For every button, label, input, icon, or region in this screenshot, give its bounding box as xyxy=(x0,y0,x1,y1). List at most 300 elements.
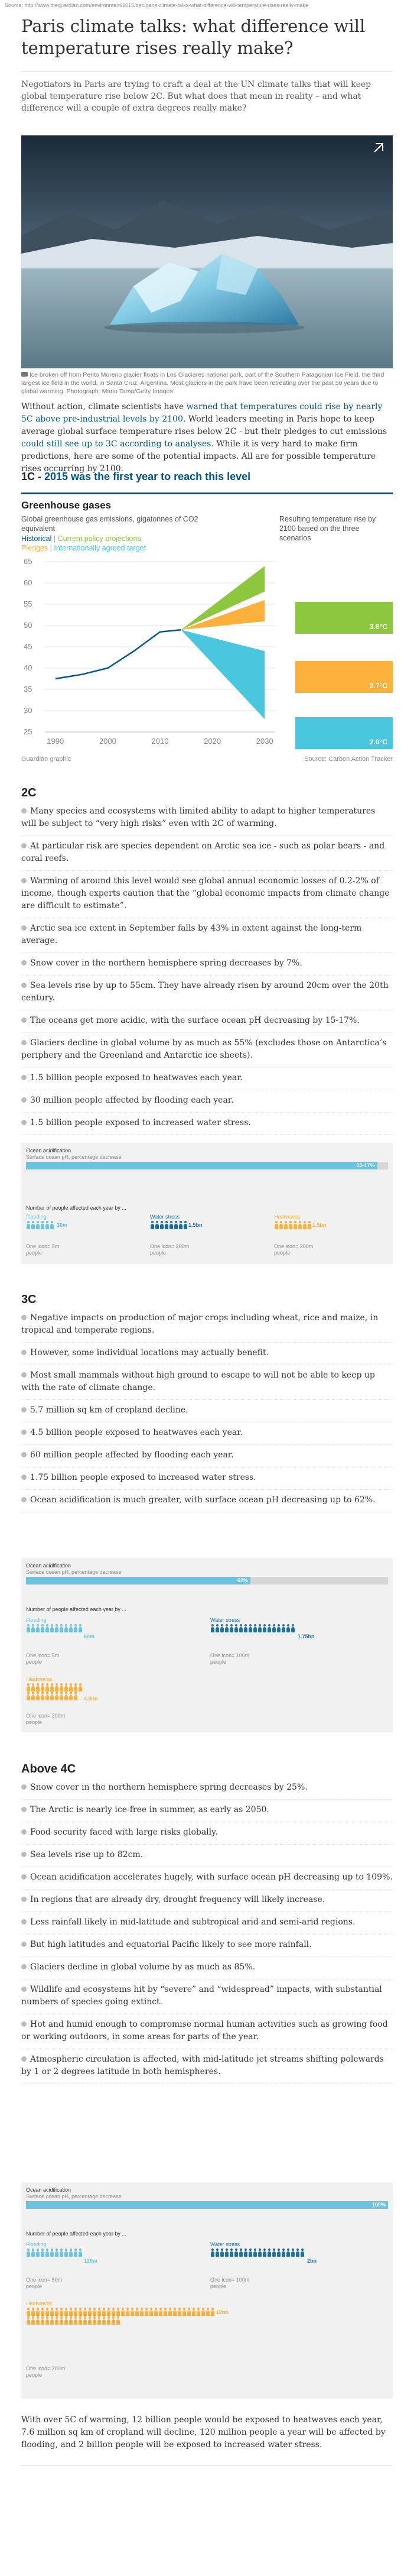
person-icon xyxy=(116,2308,120,2316)
person-icon xyxy=(26,1692,30,1700)
bullet-dot-icon xyxy=(21,1829,27,1835)
person-icon xyxy=(283,1221,288,1229)
bullet-text: The Arctic is nearly ice-free in summer, as early as 2050. xyxy=(30,1805,269,1814)
person-icon xyxy=(26,1221,30,1229)
intro-text-2: . World leaders meeting in Paris hope to keep average global surface temperature rises below 2C - but their pledges to cut emissions xyxy=(21,414,387,436)
person-icon xyxy=(210,2308,214,2316)
person-icon xyxy=(191,2308,195,2316)
impact-key: One icon= 100m people xyxy=(210,1652,250,1665)
hero-caption-text: Ice broken off from Perito Moreno glacier floats in Los Glaciares national park, part of the Southern Patagonian Ice Field, the third largest ice field in the world, in Santa Cruz, Argentina. Most glaciers in the park have been retreating over the past 50 years due to global warming. Photograph: Mario Tama/Getty Images xyxy=(21,371,384,395)
person-icon xyxy=(139,2308,144,2316)
bullet-text: Most small mammals without high ground to escape to will not be able to keep up with the rate of climate change. xyxy=(21,1370,375,1392)
person-icon xyxy=(40,1692,44,1700)
bullet-dot-icon xyxy=(21,843,27,848)
person-icon xyxy=(45,1624,49,1632)
acidification-sublabel: Surface ocean pH, percentage decrease xyxy=(26,1569,122,1575)
person-icon xyxy=(50,1221,54,1229)
bullet-text: Food security faced with large risks globally. xyxy=(30,1827,218,1837)
person-icon xyxy=(78,2308,82,2316)
hero-image xyxy=(21,135,393,368)
person-icon xyxy=(35,2316,40,2325)
acidification-bar-fill xyxy=(26,2201,388,2209)
bullet-dot-icon xyxy=(21,878,27,883)
person-icon xyxy=(54,1683,58,1692)
person-icon xyxy=(267,2248,271,2257)
person-icon xyxy=(59,2316,63,2325)
y-tick-label: 40 xyxy=(24,663,32,672)
bullet-item xyxy=(21,1369,393,1400)
impact-value: 12bn xyxy=(216,2309,229,2315)
impact-group-name: Water stress xyxy=(210,1617,240,1623)
person-icon xyxy=(224,2248,229,2257)
person-icon xyxy=(298,1221,302,1229)
bullet-text: Wildlife and ecosystems hit by “severe” and “widespread” impacts, with substantial numbers of species going extinct. xyxy=(21,1985,382,2007)
person-icon xyxy=(281,2248,285,2257)
person-icon xyxy=(286,2248,290,2257)
person-icon xyxy=(274,1221,278,1229)
bullet-item xyxy=(21,1494,393,1512)
person-icon xyxy=(224,1624,229,1632)
impact-group-name: Flooding xyxy=(26,1214,47,1220)
y-tick-label: 25 xyxy=(24,727,32,736)
person-icon xyxy=(164,1221,168,1229)
bullet-dot-icon xyxy=(21,1315,27,1320)
bullet-item xyxy=(21,1072,393,1090)
person-icon xyxy=(50,1683,54,1692)
person-icon xyxy=(69,2308,73,2316)
person-icon xyxy=(163,2308,167,2316)
bullet-text: Ocean acidification accelerates hugely, with surface ocean pH decreasing up to 109%. xyxy=(30,1872,393,1882)
bullet-item xyxy=(21,1781,393,1800)
impact-value: 30m xyxy=(57,1222,68,1228)
person-icon xyxy=(178,1221,182,1229)
bullet-text: Glaciers decline in global volume by as much as 85%. xyxy=(30,1962,256,1972)
bullet-text: At particular risk are species dependent on Arctic sea ice - such as polar bears - and coral reefs. xyxy=(21,841,385,863)
impact-people-icons xyxy=(26,2248,83,2257)
impact-group-name: Flooding xyxy=(26,1617,47,1623)
person-icon xyxy=(40,2316,44,2325)
bullet-text: 5.7 million sq km of cropland decline. xyxy=(30,1405,188,1415)
person-icon xyxy=(279,1221,283,1229)
person-icon xyxy=(64,1692,68,1700)
bullet-dot-icon xyxy=(21,2056,27,2062)
acidification-bar-track xyxy=(26,1162,388,1169)
person-icon xyxy=(78,1683,82,1692)
bullet-item xyxy=(21,805,393,836)
person-icon xyxy=(120,2308,125,2316)
bullet-item xyxy=(21,840,393,871)
person-icon xyxy=(196,2308,200,2316)
person-icon xyxy=(54,1624,58,1632)
person-icon xyxy=(267,1624,271,1632)
person-icon xyxy=(206,2308,210,2316)
bullet-text: Many species and ecosystems with limited ability to adapt to higher temperatures will be subject to “very high risks” even with 2C of warming. xyxy=(21,806,376,828)
acidification-bar-track xyxy=(26,2201,388,2209)
y-tick-label: 60 xyxy=(24,578,32,587)
intro-text-3: . While it is very hard to make firm predictions, here are some of the potential impacts. All are for possible temperature rises occurring by 2100. xyxy=(21,439,376,474)
bullet-dot-icon xyxy=(21,983,27,988)
person-icon xyxy=(26,2308,30,2316)
legend-separator: | xyxy=(53,534,56,543)
person-icon xyxy=(26,2316,30,2325)
bullet-item xyxy=(21,1849,393,1867)
bullet-text: Less rainfall likely in mid-latitude and subtropical arid and semi-arid regions. xyxy=(30,1917,356,1927)
person-icon xyxy=(262,2248,266,2257)
chart-top-rule xyxy=(21,492,393,494)
impact-key: One icon= 50m people xyxy=(26,2277,63,2289)
glacier-photo xyxy=(21,135,393,368)
person-icon xyxy=(31,1683,35,1692)
bullet-dot-icon xyxy=(21,1120,27,1125)
bullet-item xyxy=(21,1347,393,1365)
person-icon xyxy=(276,1624,281,1632)
person-icon xyxy=(201,2308,205,2316)
impact-people-icons xyxy=(210,1624,295,1632)
person-icon xyxy=(64,2316,68,2325)
bullet-dot-icon xyxy=(21,1919,27,1924)
bullet-text: 60 million people affected by flooding each year. xyxy=(30,1450,234,1460)
bullet-dot-icon xyxy=(21,1018,27,1023)
person-icon xyxy=(158,2308,162,2316)
bullet-item xyxy=(21,1404,393,1423)
person-icon xyxy=(45,1221,49,1229)
person-icon xyxy=(54,2316,58,2325)
person-icon xyxy=(144,2308,148,2316)
target-projection-band xyxy=(181,630,265,719)
bullet-dot-icon xyxy=(21,1350,27,1355)
bullet-item xyxy=(21,875,393,918)
bullet-text: Atmospheric circulation is affected, with mid-latitude jet streams shifting polewards by 1 or 2 degrees latitude in both hemispheres. xyxy=(21,2055,384,2076)
heading-1c-prefix: 1C - xyxy=(21,471,45,482)
bullet-text: However, some individual locations may actually benefit. xyxy=(30,1348,269,1357)
impact-people-icons xyxy=(210,2248,305,2257)
impact-key: One icon= 200m people xyxy=(26,2366,66,2378)
impact-group-name: Water stress xyxy=(210,2241,240,2247)
person-icon xyxy=(83,2308,87,2316)
impact-group-name: Flooding xyxy=(26,2241,47,2247)
person-icon xyxy=(69,1683,73,1692)
person-icon xyxy=(83,2316,87,2325)
person-icon xyxy=(31,2316,35,2325)
bullet-item xyxy=(21,922,393,953)
person-icon xyxy=(272,1624,276,1632)
person-icon xyxy=(87,2308,92,2316)
person-icon xyxy=(302,1221,307,1229)
impact-key: One icon= 200m people xyxy=(26,1713,66,1725)
impact-group-name: Heatwaves xyxy=(274,1214,301,1220)
impact-key: One icon= 200m people xyxy=(274,1243,314,1256)
bullet-text: Glaciers decline in global volume by as much as 55% (excludes those on Antarctica’s periphery and the Greenland and Antarctic ice sheets). xyxy=(21,1038,387,1060)
scenario-temp-label: 2.0°C xyxy=(369,738,387,746)
person-icon xyxy=(125,2308,129,2316)
person-icon xyxy=(40,1221,44,1229)
closing-paragraph: With over 5C of warming, 12 billion people would be exposed to heatwaves each year, 7.6 million sq km of cropland will decline, 120 million people a year will be affected by flooding, and 2 billion people will be exposed to increased water stress. xyxy=(21,2415,386,2449)
standfirst: Negotiators in Paris are trying to craft a deal at the UN climate talks that will keep global temperature rise below 2C. But what does that mean in reality – and what difference will a couple of extra degrees really make? xyxy=(21,80,371,113)
section-3c-graphic xyxy=(21,1558,393,1732)
title-divider xyxy=(21,71,393,72)
person-icon xyxy=(35,1683,40,1692)
x-tick-label: 1990 xyxy=(47,737,64,746)
section-2c-list xyxy=(21,805,393,1139)
bullet-text: 1.5 billion people exposed to heatwaves each year. xyxy=(30,1073,243,1083)
person-icon xyxy=(73,2308,77,2316)
impact-people-icons xyxy=(150,1221,188,1229)
chart-subtitle: Global greenhouse gas emissions, gigatonnes of CO2 equivalent xyxy=(21,515,198,533)
person-icon xyxy=(295,2248,299,2257)
person-icon xyxy=(243,1624,247,1632)
person-icon xyxy=(59,2308,63,2316)
bullet-dot-icon xyxy=(21,1964,27,1969)
chart-right-subtitle: Resulting temperature rise by 2100 based on the three scenarios xyxy=(279,515,376,542)
x-tick-label: 2020 xyxy=(204,737,221,746)
impact-people-icons xyxy=(26,1683,83,1700)
acidification-bar-track xyxy=(26,1577,388,1585)
closing-divider xyxy=(21,2465,393,2466)
person-icon xyxy=(155,1221,159,1229)
person-icon xyxy=(172,2308,177,2316)
person-icon xyxy=(97,2316,101,2325)
emissions-chart xyxy=(21,555,393,750)
people-affected-label: Number of people affected each year by ... xyxy=(26,2231,126,2237)
person-icon xyxy=(149,2308,153,2316)
bullet-item xyxy=(21,1427,393,1445)
person-icon xyxy=(182,2308,186,2316)
bullet-dot-icon xyxy=(21,1497,27,1502)
person-icon xyxy=(177,2308,181,2316)
person-icon xyxy=(73,2248,77,2257)
person-icon xyxy=(92,2316,96,2325)
person-icon xyxy=(87,2316,92,2325)
bullet-dot-icon xyxy=(21,1874,27,1880)
person-icon xyxy=(35,1692,40,1700)
bullet-item xyxy=(21,1894,393,1912)
bullet-item xyxy=(21,1826,393,1845)
acidification-sublabel: Surface ocean pH, percentage decrease xyxy=(26,1154,122,1160)
bullet-item xyxy=(21,980,393,1010)
person-icon xyxy=(183,1221,187,1229)
x-tick-label: 2000 xyxy=(99,737,116,746)
person-icon xyxy=(73,1683,77,1692)
person-icon xyxy=(154,2308,158,2316)
chart-legend-2 xyxy=(21,544,393,552)
person-icon xyxy=(78,1624,82,1632)
person-icon xyxy=(59,1624,63,1632)
impact-group-name: Heatwaves xyxy=(26,2300,53,2306)
bullet-dot-icon xyxy=(21,1852,27,1857)
intro-link-3c[interactable]: could still see up to 3C according to analyses xyxy=(21,439,211,449)
bullet-dot-icon xyxy=(21,1475,27,1480)
person-icon xyxy=(64,1683,68,1692)
bullet-text: But high latitudes and equatorial Pacific likely to see more rainfall. xyxy=(30,1940,312,1949)
person-icon xyxy=(150,1221,154,1229)
person-icon xyxy=(135,2308,139,2316)
person-icon xyxy=(300,2248,304,2257)
bullet-dot-icon xyxy=(21,1987,27,1992)
section-3c-heading: 3C xyxy=(21,1293,37,1306)
person-icon xyxy=(73,1692,77,1700)
person-icon xyxy=(45,2316,49,2325)
bullet-item xyxy=(21,1961,393,1979)
legend-target: Internationally agreed target xyxy=(54,544,146,552)
acidification-bar-fill xyxy=(26,1577,250,1585)
impact-people-icons xyxy=(26,1624,83,1632)
page-title: Paris climate talks: what difference will temperature rises really make? xyxy=(21,16,366,58)
bullet-item xyxy=(21,1449,393,1467)
person-icon xyxy=(229,2248,233,2257)
section-2c-heading: 2C xyxy=(21,786,37,799)
legend-pledges: Pledges xyxy=(21,544,48,552)
person-icon xyxy=(31,1624,35,1632)
bullet-dot-icon xyxy=(21,925,27,931)
person-icon xyxy=(35,1624,40,1632)
person-icon xyxy=(50,1624,54,1632)
person-icon xyxy=(215,2248,219,2257)
person-icon xyxy=(168,2308,172,2316)
people-affected-label: Number of people affected each year by ... xyxy=(26,1205,126,1211)
person-icon xyxy=(111,2316,115,2325)
impact-value: 1.5bn xyxy=(188,1222,203,1228)
section-4c-list xyxy=(21,1781,393,2088)
bullet-text: Warming of around this level would see global annual economic losses of 0.2-2% of income, though experts caution that the “global economic impacts from climate change are difficult to estimate”. xyxy=(21,876,390,910)
impact-key: One icon= 100m people xyxy=(210,2277,250,2289)
heading-1c-link[interactable]: 2015 was the first year to reach this level xyxy=(44,471,251,482)
x-tick-label: 2030 xyxy=(256,737,273,746)
person-icon xyxy=(229,1624,233,1632)
person-icon xyxy=(210,1624,214,1632)
person-icon xyxy=(78,2316,82,2325)
person-icon xyxy=(159,1221,164,1229)
impact-key: One icon= 200m people xyxy=(150,1243,190,1256)
impact-group-name: Water stress xyxy=(150,1214,180,1220)
chart-credit-left: Guardian graphic xyxy=(21,756,71,763)
bullet-dot-icon xyxy=(21,808,27,814)
person-icon xyxy=(215,1624,219,1632)
bullet-text: Ocean acidification is much greater, with surface ocean pH decreasing up to 62%. xyxy=(30,1495,376,1505)
person-icon xyxy=(257,2248,262,2257)
person-icon xyxy=(262,1624,266,1632)
bullet-dot-icon xyxy=(21,1452,27,1457)
person-icon xyxy=(35,1221,40,1229)
person-icon xyxy=(40,1624,44,1632)
person-icon xyxy=(234,1624,238,1632)
bullet-text: Sea levels rise by up to 55cm. They have already risen by around 20cm over the 20th century. xyxy=(21,981,389,1003)
bullet-item xyxy=(21,1939,393,1957)
bullet-dot-icon xyxy=(21,1897,27,1902)
person-icon xyxy=(69,1692,73,1700)
acidification-label: Ocean acidification xyxy=(26,1563,71,1569)
hero-caption xyxy=(21,371,393,396)
person-icon xyxy=(50,1692,54,1700)
bullet-text: 1.5 billion people exposed to increased water stress. xyxy=(30,1118,251,1127)
heading-1c xyxy=(21,471,393,483)
person-icon xyxy=(130,2308,134,2316)
impact-key: One icon= 5m people xyxy=(26,1243,60,1256)
bullet-dot-icon xyxy=(21,960,27,965)
bullet-text: In regions that are already dry, drought frequency will likely increase. xyxy=(30,1895,325,1904)
person-icon xyxy=(31,1221,35,1229)
person-icon xyxy=(92,2308,96,2316)
bullet-dot-icon xyxy=(21,1807,27,1812)
bullet-item xyxy=(21,1312,393,1343)
bullet-item xyxy=(21,1804,393,1822)
acidification-label: Ocean acidification xyxy=(26,1148,71,1153)
person-icon xyxy=(116,2316,120,2325)
person-icon xyxy=(220,1624,224,1632)
person-icon xyxy=(97,2308,101,2316)
person-icon xyxy=(73,2316,77,2325)
bullet-text: The oceans get more acidic, with the surface ocean pH decreasing by 15-17%. xyxy=(30,1016,360,1025)
person-icon xyxy=(26,1683,30,1692)
person-icon xyxy=(40,1683,44,1692)
person-icon xyxy=(248,1624,252,1632)
bullet-text: Sea levels rise up to 82cm. xyxy=(30,1850,144,1859)
person-icon xyxy=(106,2316,110,2325)
person-icon xyxy=(40,2248,44,2257)
bullet-dot-icon xyxy=(21,1784,27,1790)
person-icon xyxy=(64,2308,68,2316)
intro-text-1: Without action, climate scientists have xyxy=(21,402,187,411)
person-icon xyxy=(293,1221,297,1229)
people-affected-label: Number of people affected each year by ... xyxy=(26,1606,126,1612)
camera-icon xyxy=(21,372,28,377)
bullet-text: 4.5 billion people exposed to heatwaves each year. xyxy=(30,1428,243,1437)
bullet-dot-icon xyxy=(21,2021,27,2027)
y-tick-label: 30 xyxy=(24,706,32,715)
legend-current: Current policy projections xyxy=(57,534,141,543)
person-icon xyxy=(253,2248,257,2257)
bullet-text: 30 million people affected by flooding each year. xyxy=(30,1096,234,1105)
person-icon xyxy=(45,1692,49,1700)
bullet-text: 1.75 billion people exposed to increased water stress. xyxy=(30,1473,256,1482)
person-icon xyxy=(73,1624,77,1632)
person-icon xyxy=(187,2308,191,2316)
person-icon xyxy=(59,1692,63,1700)
bullet-text: Negative impacts on production of major crops including wheat, rice and maize, in tropical and temperate regions. xyxy=(21,1313,379,1335)
y-tick-label: 50 xyxy=(24,621,32,630)
impact-group-name: Heatwaves xyxy=(26,1676,53,1682)
bullet-item xyxy=(21,1015,393,1033)
bullet-item xyxy=(21,2018,393,2049)
person-icon xyxy=(257,1624,262,1632)
person-icon xyxy=(253,1624,257,1632)
impact-value: 60m xyxy=(84,1634,95,1639)
bullet-item xyxy=(21,1037,393,1068)
historical-line xyxy=(56,630,181,679)
person-icon xyxy=(64,2248,68,2257)
bullet-dot-icon xyxy=(21,1407,27,1412)
person-icon xyxy=(102,2316,106,2325)
bullet-item xyxy=(21,1472,393,1490)
person-icon xyxy=(26,2248,30,2257)
person-icon xyxy=(106,2308,110,2316)
person-icon xyxy=(248,2248,252,2257)
impact-value: 1.5bn xyxy=(312,1222,327,1228)
scenario-temp-label: 2.7°C xyxy=(369,682,387,690)
person-icon xyxy=(54,2248,58,2257)
person-icon xyxy=(40,2308,44,2316)
intro-link-5c[interactable]: warned that temperatures could rise by nearly 5C above pre-industrial levels by 2100 xyxy=(21,402,383,424)
person-icon xyxy=(69,2316,73,2325)
person-icon xyxy=(239,1624,243,1632)
acidification-value: 15-17% xyxy=(356,1162,375,1168)
person-icon xyxy=(169,1221,173,1229)
person-icon xyxy=(69,2248,73,2257)
bullet-text: Arctic sea ice extent in September falls by 43% in extent against the long-term average. xyxy=(21,924,362,945)
person-icon xyxy=(220,2248,224,2257)
bullet-item xyxy=(21,957,393,976)
person-icon xyxy=(59,1683,63,1692)
bullet-item xyxy=(21,2053,393,2084)
